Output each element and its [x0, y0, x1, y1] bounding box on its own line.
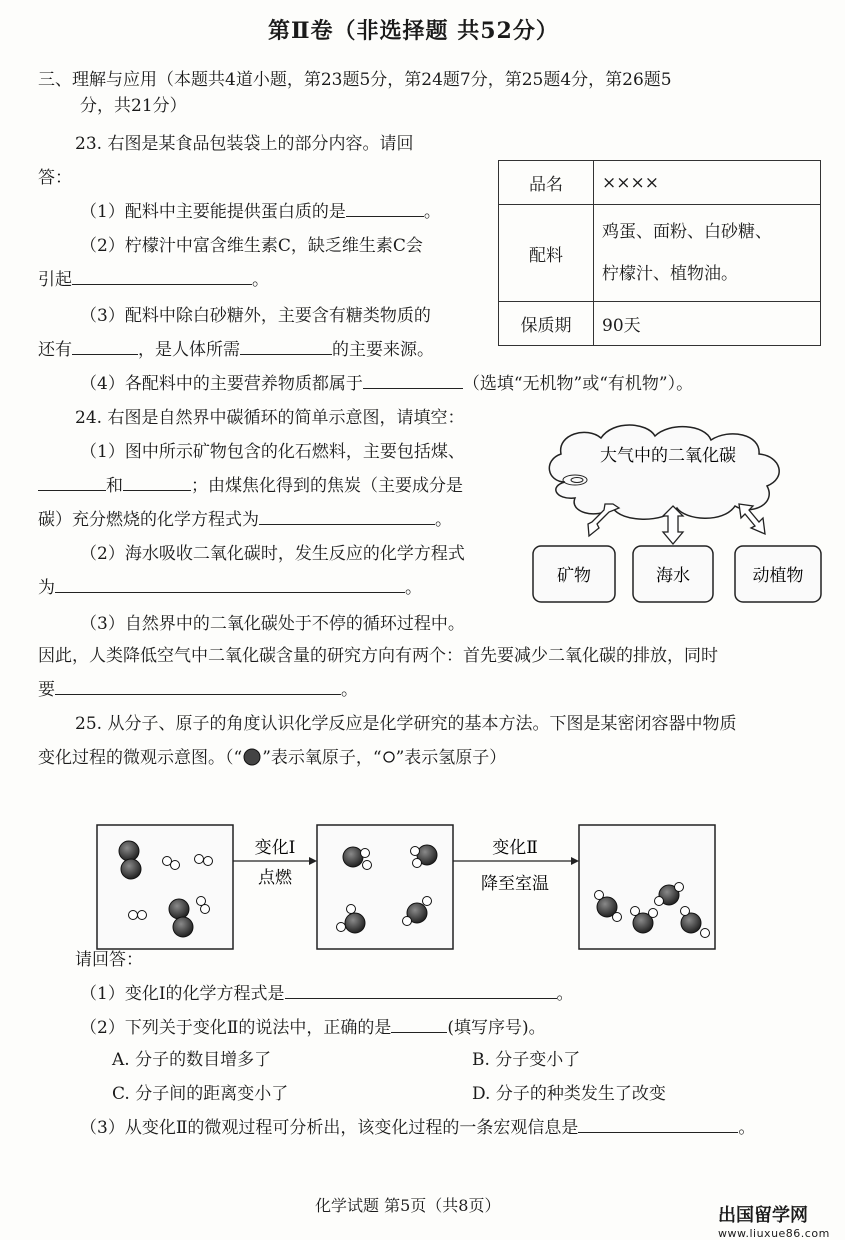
hydrogen-atom-icon	[382, 750, 396, 764]
q24-part2: （2）海水吸收二氧化碳时，发生反应的化学方程式	[80, 544, 465, 564]
hydrogen-atom	[675, 883, 684, 892]
q23-stem-cont: 答：	[38, 168, 72, 188]
q25-part1: （1）变化Ⅰ的化学方程式是 。	[80, 984, 574, 1004]
option-a: A. 分子的数目增多了	[112, 1050, 272, 1070]
answer-blank[interactable]	[391, 1018, 447, 1033]
answer-blank[interactable]	[578, 1118, 738, 1133]
q23-part3: （3）配料中除白砂糖外，主要含有糖类物质的	[80, 306, 431, 326]
hydrogen-atom	[347, 905, 356, 914]
q25-stem: 25. 从分子、原子的角度认识化学反应是化学研究的基本方法。下图是某密闭容器中物质	[75, 714, 737, 734]
option-d: D. 分子的种类发生了改变	[472, 1084, 666, 1104]
oxygen-atom	[169, 899, 189, 919]
answer-blank[interactable]	[55, 578, 405, 593]
q23-part2: （2）柠檬汁中富含维生素C，缺乏维生素C会	[80, 236, 423, 256]
q23-part2-cont: 引起 。	[38, 270, 269, 290]
table-cell-shelf-value: 90天	[594, 302, 821, 346]
section-heading-cont: 分，共21分）	[80, 96, 187, 116]
q24-part3-cont2: 要 。	[38, 680, 358, 700]
q24-part1-cont: 和 ；由煤焦化得到的焦炭（主要成分是	[38, 476, 463, 496]
q24-part1-cont2: 碳）充分燃烧的化学方程式为 。	[38, 510, 452, 530]
hydrogen-atom	[681, 907, 690, 916]
change1-condition: 点燃	[258, 868, 292, 888]
oxygen-atom	[681, 913, 701, 933]
answer-blank[interactable]	[123, 476, 191, 491]
hydrogen-atom	[201, 905, 210, 914]
q24-part1: （1）图中所示矿物包含的化石燃料，主要包括煤、	[80, 442, 465, 462]
change2-label: 变化Ⅱ	[492, 838, 538, 858]
hydrogen-atom	[655, 897, 664, 906]
carbon-cycle-diagram	[525, 420, 825, 605]
q23-stem: 23. 右图是某食品包装袋上的部分内容。请回	[75, 134, 414, 154]
micro-reaction-diagram	[95, 823, 755, 953]
q23-part4: （4）各配料中的主要营养物质都属于 （选填“无机物”或“有机物”）。	[80, 374, 694, 394]
answer-blank[interactable]	[55, 680, 341, 695]
hydrogen-atom	[631, 907, 640, 916]
answer-blank[interactable]	[240, 340, 332, 355]
table-cell-shelf-label: 保质期	[499, 302, 594, 346]
hydrogen-atom	[129, 911, 138, 920]
q25-part2: （2）下列关于变化Ⅱ的说法中，正确的是 (填写序号)。	[80, 1018, 546, 1038]
answer-blank[interactable]	[259, 510, 435, 525]
cloud-label: 大气中的二氧化碳	[600, 446, 736, 466]
answer-blank[interactable]	[363, 374, 463, 389]
hydrogen-atom	[337, 923, 346, 932]
answer-blank[interactable]	[72, 270, 252, 285]
arrow-group	[588, 504, 765, 544]
container-before	[97, 825, 233, 949]
q25-part3: （3）从变化Ⅱ的微观过程可分析出，该变化过程的一条宏观信息是 。	[80, 1118, 756, 1138]
q23-part1: （1）配料中主要能提供蛋白质的是 。	[80, 202, 441, 222]
change2-condition: 降至室温	[481, 874, 549, 894]
table-cell-ingredients-value: 鸡蛋、面粉、白砂糖、 柠檬汁、植物油。	[594, 205, 821, 302]
oxygen-atom-icon	[242, 748, 262, 766]
page-title: 第Ⅱ卷（非选择题 共52分）	[268, 18, 559, 44]
answer-blank[interactable]	[346, 202, 424, 217]
hydrogen-atom	[613, 913, 622, 922]
hydrogen-atom	[649, 909, 658, 918]
hydrogen-atom	[138, 911, 147, 920]
q24-part3-cont: 因此，人类降低空气中二氧化碳含量的研究方向有两个：首先要减少二氧化碳的排放，同时	[38, 646, 718, 666]
q23-part3-cont: 还有 ，是人体所需 的主要来源。	[38, 340, 434, 360]
food-label-table	[498, 160, 821, 346]
hydrogen-atom	[701, 929, 710, 938]
change1-arrowhead	[309, 857, 317, 865]
hydrogen-atom	[195, 855, 204, 864]
answer-blank[interactable]	[72, 340, 138, 355]
change2-arrowhead	[571, 857, 579, 865]
q24-part3: （3）自然界中的二氧化碳处于不停的循环过程中。	[80, 614, 465, 634]
answer-blank[interactable]	[38, 476, 106, 491]
hydrogen-atom	[363, 861, 372, 870]
page-footer: 化学试题 第5页（共8页）	[315, 1196, 501, 1215]
oxygen-atom	[121, 859, 141, 879]
table-cell-name-value: ××××	[594, 161, 821, 205]
hydrogen-atom	[595, 891, 604, 900]
oxygen-atom	[119, 841, 139, 861]
hydrogen-atom	[423, 897, 432, 906]
table-cell-ingredients-label: 配料	[499, 205, 594, 302]
seawater-label: 海水	[656, 566, 690, 586]
hydrogen-atom	[361, 849, 370, 858]
minerals-label: 矿物	[557, 566, 591, 586]
site-logo: 出国留学网 www.liuxue86.com	[718, 1205, 830, 1240]
section-heading: 三、理解与应用（本题共4道小题，第23题5分，第24题7分，第25题4分，第26题5	[38, 70, 672, 90]
hydrogen-atom	[204, 857, 213, 866]
change1-label: 变化Ⅰ	[254, 838, 296, 858]
hydrogen-atom	[171, 861, 180, 870]
oxygen-atom	[345, 913, 365, 933]
oxygen-atom	[343, 847, 363, 867]
hydrogen-atom	[413, 859, 422, 868]
answer-blank[interactable]	[285, 984, 557, 999]
organisms-label: 动植物	[752, 566, 804, 586]
option-b: B. 分子变小了	[472, 1050, 581, 1070]
hydrogen-atom	[403, 917, 412, 926]
hydrogen-atom	[411, 847, 420, 856]
q24-stem: 24. 右图是自然界中碳循环的简单示意图，请填空：	[75, 408, 465, 428]
q25-stem-cont: 变化过程的微观示意图。（“ ”表示氧原子，“ ”表示氢原子）	[38, 748, 507, 768]
q24-part2-cont: 为 。	[38, 578, 422, 598]
table-cell-name-label: 品名	[499, 161, 594, 205]
option-c: C. 分子间的距离变小了	[112, 1084, 289, 1104]
oxygen-atom	[173, 917, 193, 937]
q25-ask: 请回答：	[75, 950, 143, 970]
